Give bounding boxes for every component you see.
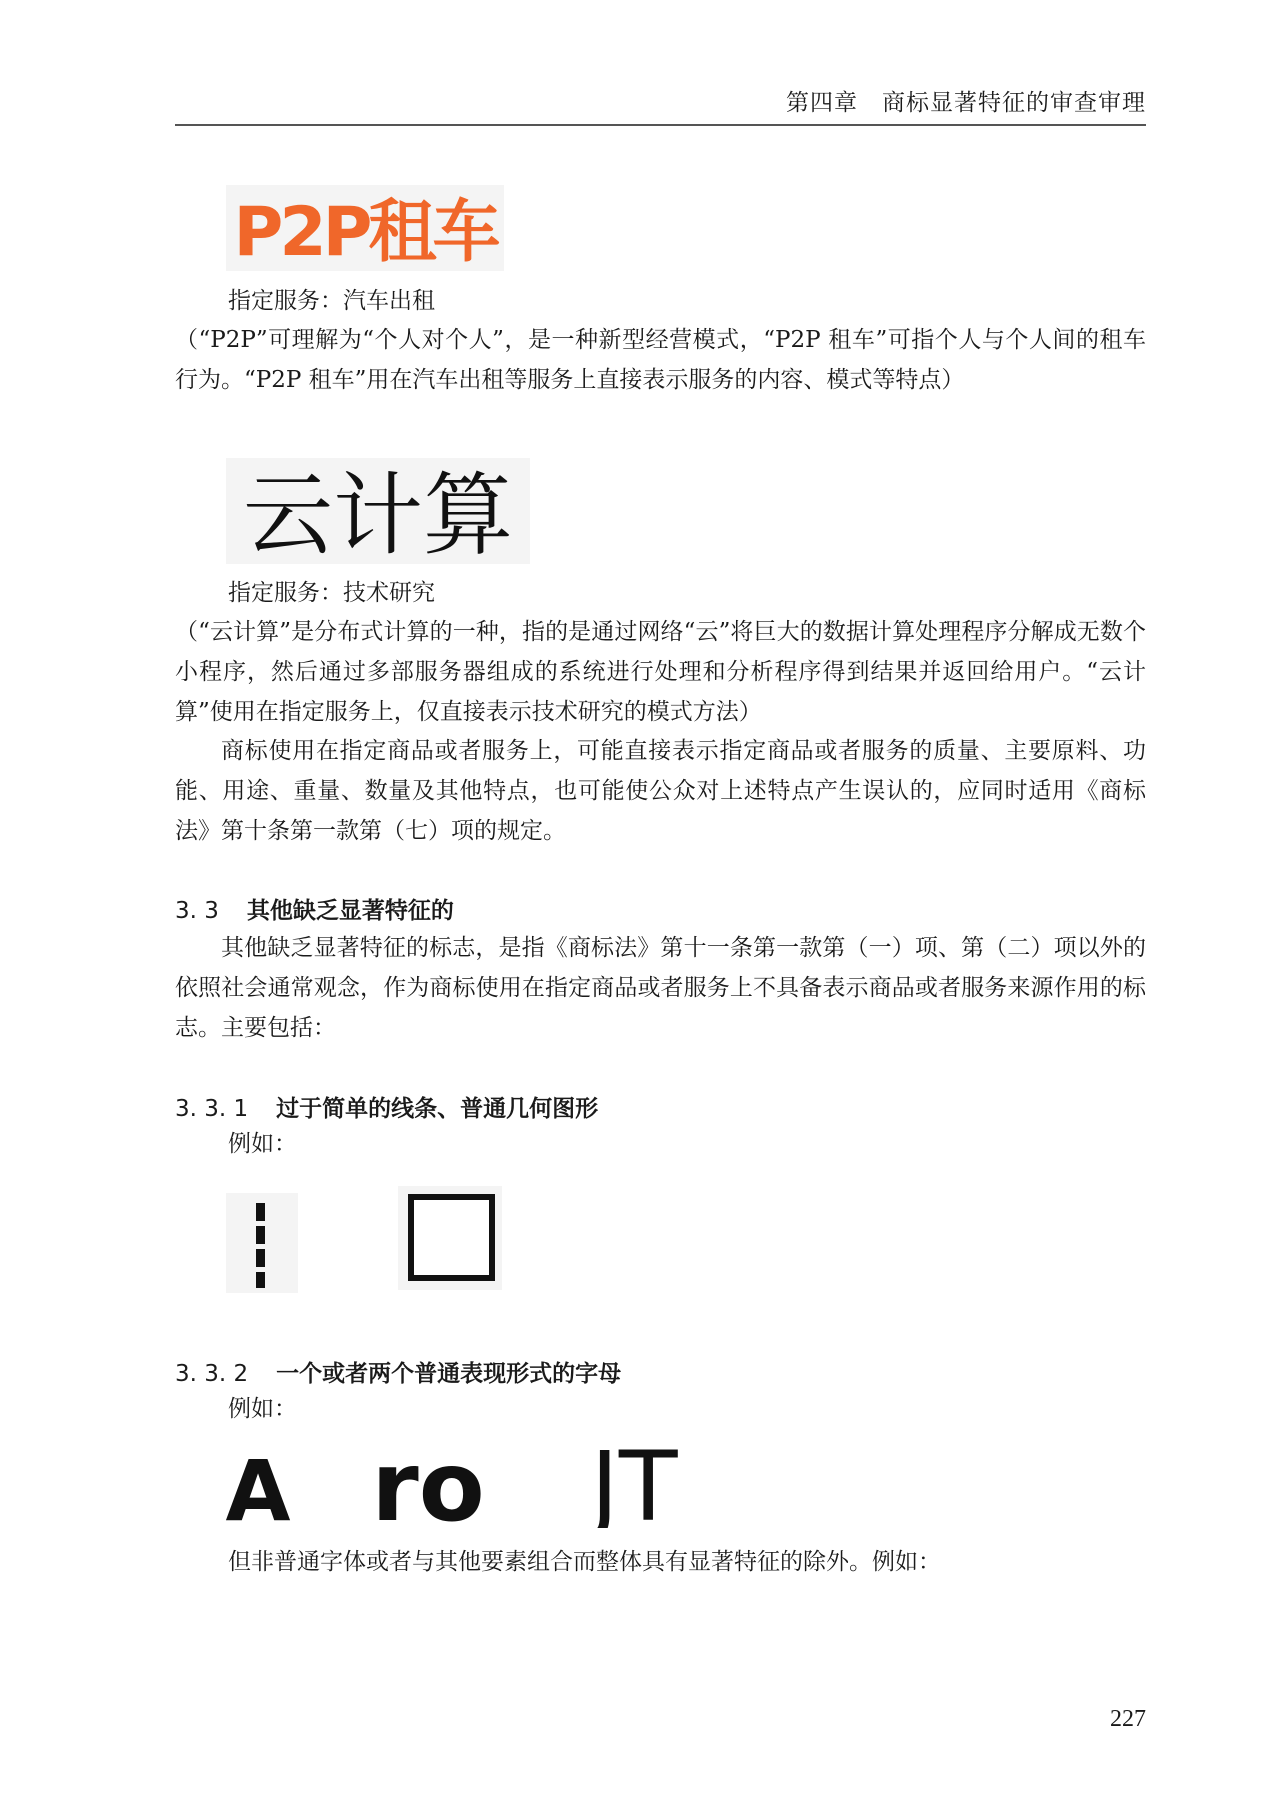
dashed-line-mark <box>226 1193 298 1293</box>
dash-segment <box>256 1226 265 1244</box>
p2p-logo-text: P2P租车 <box>233 193 497 271</box>
dash-segment <box>256 1203 265 1221</box>
cloud-logo-text: 云计算 <box>243 463 513 564</box>
letter-mark-a <box>222 1446 294 1526</box>
page-number: 227 <box>1110 1706 1146 1732</box>
section-3-3-2-example-label: 例如： <box>228 1396 297 1422</box>
cloud-service-caption: 指定服务：技术研究 <box>228 580 435 606</box>
rule-paragraph: 商标使用在指定商品或者服务上，可能直接表示指定商品或者服务的质量、主要原料、功能、用途、重量、数量及其他特点，也可能使公众对上述特点产生误认的，应同时适用《商标法》第十条第一款第（七）项的规定。 <box>175 738 1146 844</box>
p2p-rental-logo-art <box>226 185 504 271</box>
dash-segment <box>256 1272 265 1288</box>
letter-a-text: A <box>225 1446 291 1526</box>
section-3-3-title: 其他缺乏显著特征的 <box>246 898 454 924</box>
section-3-3-1-heading <box>175 1090 598 1123</box>
dash-segment <box>256 1249 265 1267</box>
letter-mark-jt <box>566 1438 702 1528</box>
section-3-3-2-number: 3. 3. 2 <box>175 1361 249 1387</box>
section-3-3-1-title: 过于简单的线条、普通几何图形 <box>276 1096 599 1122</box>
section-3-3-2-exception: 但非普通字体或者与其他要素组合而整体具有显著特征的除外。例如： <box>228 1549 941 1575</box>
section-3-3-1-number: 3. 3. 1 <box>175 1096 249 1122</box>
letter-jt-text: JT <box>590 1438 678 1528</box>
section-3-3-number: 3. 3 <box>175 898 219 924</box>
letter-ro-text: ro <box>371 1446 485 1526</box>
p2p-explanation: （“P2P”可理解为“个人对个人”，是一种新型经营模式，“P2P 租车”可指个人与个人间的租车行为。“P2P 租车”用在汽车出租等服务上直接表示服务的内容、模式等特点） <box>175 327 1146 393</box>
cloud-computing-logo-art <box>226 458 530 564</box>
section-3-3-paragraph: 其他缺乏显著特征的标志，是指《商标法》第十一条第一款第（一）项、第（二）项以外的依照社会通常观念，作为商标使用在指定商品或者服务上不具备表示商品或者服务来源作用的标志。主要包括： <box>175 935 1146 1041</box>
cloud-explanation: （“云计算”是分布式计算的一种，指的是通过网络“云”将巨大的数据计算处理程序分解成无数个小程序，然后通过多部服务器组成的系统进行处理和分析程序得到结果并返回给用户。“云计算”使用在指定服务上，仅直接表示技术研究的模式方法） <box>175 619 1146 725</box>
p2p-service-caption: 指定服务：汽车出租 <box>228 288 435 314</box>
cloud-computing-logo <box>226 458 530 564</box>
header-rule <box>175 124 1146 126</box>
letter-mark-ro <box>356 1446 500 1526</box>
section-3-3-heading <box>175 892 454 925</box>
p2p-rental-logo <box>226 185 504 271</box>
section-3-3-2-heading <box>175 1355 621 1388</box>
running-header: 第四章 商标显著特征的审查审理 <box>786 90 1146 116</box>
section-3-3-2-title: 一个或者两个普通表现形式的字母 <box>276 1361 622 1387</box>
square-shape <box>411 1197 492 1278</box>
square-mark <box>398 1186 502 1290</box>
section-3-3-1-example-label: 例如： <box>228 1131 297 1157</box>
